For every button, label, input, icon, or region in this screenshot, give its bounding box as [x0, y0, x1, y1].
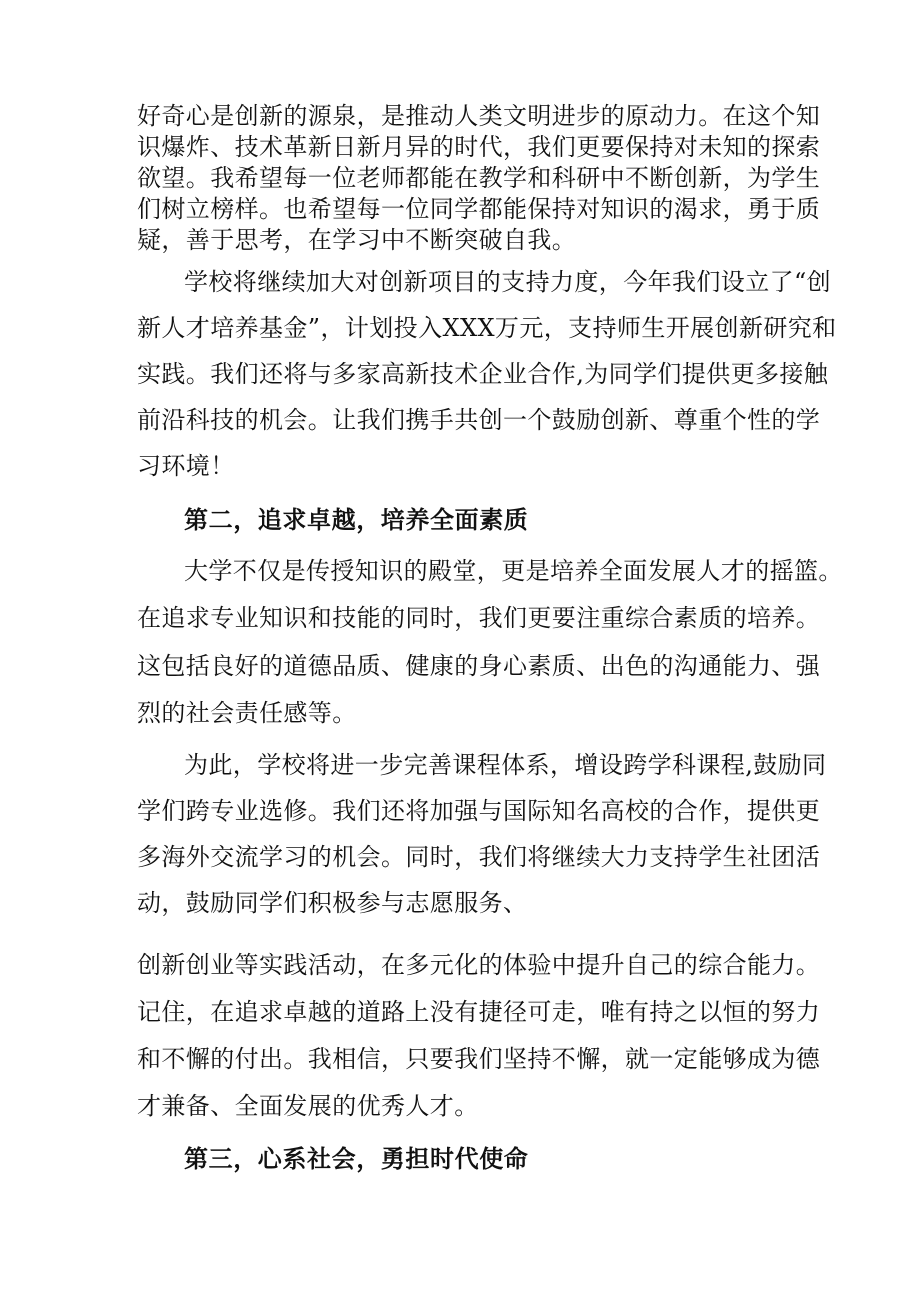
paragraph-5-line: 创新创业等实践活动，在多元化的体验中提升自己的综合能力。	[137, 951, 821, 979]
paragraph-3-line: 烈的社会责任感等。	[137, 699, 357, 727]
paragraph-4-line: 为此，学校将进一步完善课程体系，增设跨学科课程,鼓励同	[184, 751, 827, 779]
paragraph-5-line: 记住，在追求卓越的道路上没有捷径可走，唯有持之以恒的努力	[137, 998, 821, 1026]
paragraph-1-line: 疑，善于思考，在学习中不断突破自我。	[137, 226, 577, 254]
paragraph-1-line: 好奇心是创新的源泉，是推动人类文明进步的原动力。在这个知	[137, 102, 821, 130]
paragraph-4-line: 动，鼓励同学们积极参与志愿服务、	[137, 889, 528, 917]
paragraph-3-line: 在追求专业知识和技能的同时，我们更要注重综合素质的培养。	[137, 604, 821, 632]
paragraph-4-line: 学们跨专业选修。我们还将加强与国际知名高校的合作，提供更	[137, 797, 821, 825]
paragraph-5-line: 和不懈的付出。我相信，只要我们坚持不懈，就一定能够成为德	[137, 1045, 821, 1073]
paragraph-2-line: 习环境！	[137, 452, 235, 480]
paragraph-2-line: 实践。我们还将与多家高新技术企业合作,为同学们提供更多接触	[137, 360, 829, 388]
paragraph-1-line: 欲望。我希望每一位老师都能在教学和科研中不断创新，为学生	[137, 164, 821, 192]
section-heading-2: 第二，追求卓越，培养全面素质	[184, 505, 529, 534]
paragraph-1-line: 们树立榜样。也希望每一位同学都能保持对知识的渴求，勇于质	[137, 195, 821, 223]
paragraph-2-line: 前沿科技的机会。让我们携手共创一个鼓励创新、尊重个性的学	[137, 406, 821, 434]
paragraph-4-line: 多海外交流学习的机会。同时，我们将继续大力支持学生社团活	[137, 843, 821, 871]
paragraph-5-line: 才兼备、全面发展的优秀人才。	[137, 1092, 479, 1120]
paragraph-1-line: 识爆炸、技术革新日新月异的时代，我们更要保持对未知的探索	[137, 133, 821, 161]
paragraph-2-line: 学校将继续加大对创新项目的支持力度，今年我们设立了“创	[184, 268, 832, 296]
section-heading-3: 第三，心系社会，勇担时代使命	[184, 1144, 529, 1173]
paragraph-3-line: 大学不仅是传授知识的殿堂，更是培养全面发展人才的摇篮。	[184, 557, 843, 585]
paragraph-3-line: 这包括良好的道德品质、健康的身心素质、出色的沟通能力、强	[137, 652, 821, 680]
paragraph-2-line: 新人才培养基金”，计划投入XXX万元，支持师生开展创新研究和	[137, 314, 837, 342]
